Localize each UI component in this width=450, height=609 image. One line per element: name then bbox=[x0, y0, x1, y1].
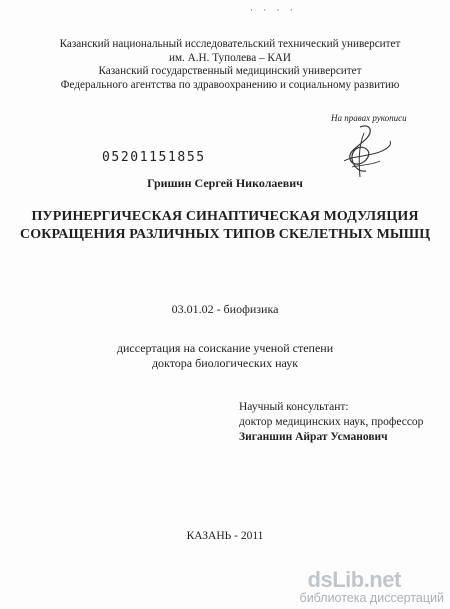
institution-header bbox=[40, 38, 420, 92]
consultant-credentials: доктор медицинских наук, профессор bbox=[239, 416, 424, 428]
watermark-subtitle: библиотека диссертаций bbox=[299, 591, 444, 605]
degree-statement bbox=[0, 341, 450, 370]
scan-dots: · · · · bbox=[250, 5, 297, 15]
institution-line-4: Федерального агентства по здравоохранению и социальному развитию bbox=[60, 78, 400, 91]
consultant-label: Научный консультант: bbox=[239, 401, 349, 413]
city-year: КАЗАНЬ - 2011 bbox=[186, 530, 264, 542]
consultant-name: Зиганшин Айрат Усманович bbox=[239, 431, 388, 443]
title-line-1: ПУРИНЕРГИЧЕСКАЯ СИНАПТИЧЕСКАЯ МОДУЛЯЦИЯ bbox=[31, 209, 419, 224]
manuscript-note: На правах рукописи bbox=[331, 113, 407, 123]
dissertation-title bbox=[20, 208, 430, 244]
institution-line-1: Казанский национальный исследовательский технический университет bbox=[59, 38, 401, 50]
degree-line-1: диссертация на соискание ученой степени bbox=[116, 341, 334, 355]
degree-line-2: доктора биологических наук bbox=[151, 355, 299, 370]
author-name: Гришин Сергей Николаевич bbox=[147, 176, 303, 190]
specialty-code: 03.01.02 - биофизика bbox=[171, 302, 279, 316]
title-line-2: СОКРАЩЕНИЯ РАЗЛИЧНЫХ ТИПОВ СКЕЛЕТНЫХ МЫШЦ bbox=[20, 227, 431, 242]
institution-line-3: Казанский государственный медицинский университет bbox=[98, 65, 362, 78]
watermark-logo: dsLib.net bbox=[307, 567, 401, 592]
institution-line-2: им. А.Н. Туполева – КАИ bbox=[169, 51, 291, 64]
registration-number: 05201151855 bbox=[102, 150, 206, 165]
scientific-consultant bbox=[239, 400, 423, 445]
dslib-watermark bbox=[300, 569, 444, 605]
signature bbox=[330, 121, 400, 183]
